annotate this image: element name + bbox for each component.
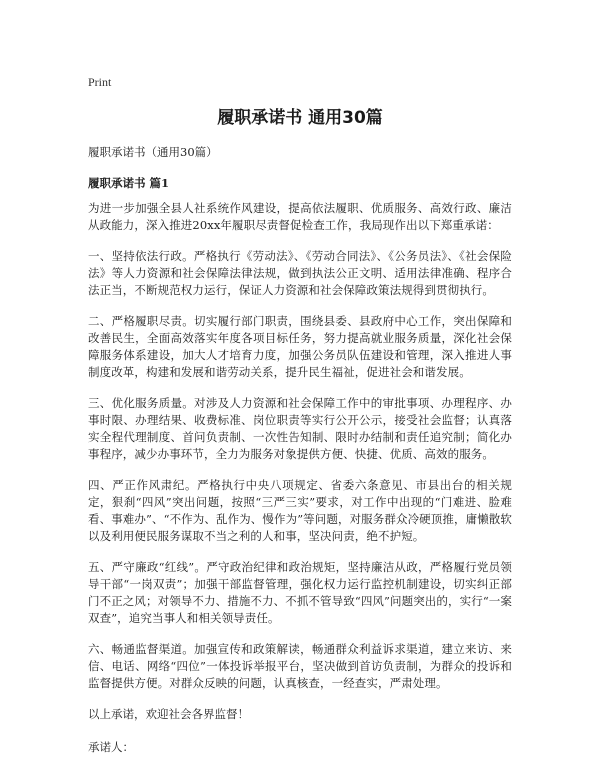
- page-title: 履职承诺书 通用30篇: [217, 108, 383, 128]
- document-subtitle: 履职承诺书（通用30篇）: [88, 145, 218, 159]
- paragraph-1: 一、坚持依法行政。严格执行《劳动法》、《劳动合同法》、《公务员法》、《社会保险法》等人力资源和社会保障法律法规，做到执法公正文明、适用法律准确、程序合法正当，不断规范权力运行，保证人力资源和社会保障政策法规得到贯彻执行。: [88, 249, 512, 297]
- signer-label: 承诺人：: [88, 740, 134, 754]
- paragraph-6: 六、畅通监督渠道。加强宣传和政策解读，畅通群众利益诉求渠道，建立来访、来信、电话、网络“四位”一体投诉举报平台，坚决做到首访负责制，为群众的投诉和监督提供方便。对群众反映的问题，认真核查，一经查实，严肃处理。: [88, 642, 512, 690]
- closing-line: 以上承诺，欢迎社会各界监督！: [88, 707, 249, 721]
- paragraph-5: 五、严守廉政“红线”。严守政治纪律和政治规矩，坚持廉洁从政，严格履行党员领导干部“一岗双责”；加强干部监督管理，强化权力运行监控机制建设，切实纠正部门不正之风；对领导不力、措施不力、不抓不管导致“四风”问题突出的，实行“一案双查”，追究当事人和相关领导责任。: [88, 560, 512, 625]
- paragraph-2: 二、严格履职尽责。切实履行部门职责，围绕县委、县政府中心工作，突出保障和改善民生，全面高效落实年度各项目标任务，努力提高就业服务质量，深化社会保障服务体系建设，加大人才培育力度，加强公务员队伍建设和管理，深入推进人事制度改革，构建和发展和谐劳动关系，提升民生福祉，促进社会和谐发展。: [88, 314, 512, 379]
- print-link[interactable]: Print: [88, 75, 112, 89]
- document-page: [88, 64, 512, 756]
- intro-paragraph: 为进一步加强全县人社系统作风建设，提高依法履职、优质服务、高效行政、廉洁从政能力，深入推进20xx年履职尽责督促检查工作，我局现作出以下郑重承诺：: [88, 201, 512, 232]
- section-heading: 履职承诺书 篇1: [88, 176, 170, 190]
- paragraph-3: 三、优化服务质量。对涉及人力资源和社会保障工作中的审批事项、办理程序、办事时限、办理结果、收费标准、岗位职责等实行公开公示，接受社会监督；认真落实全程代理制度、首问负责制、一次性告知制、限时办结制和责任追究制；简化办事程序，减少办事环节，全力为服务对象提供方便、快捷、优质、高效的服务。: [88, 396, 512, 461]
- paragraph-4: 四、严正作风肃纪。严格执行中央八项规定、省委六条意见、市县出台的相关规定，狠刹“四风”突出问题，按照“三严三实”要求，对工作中出现的“门难进、脸难看、事难办”、“不作为、乱作为、慢作为”等问题，对服务群众冷硬顶推，庸懒散软以及利用便民服务谋取不当之利的人和事，坚决问责，绝不护短。: [88, 478, 512, 543]
